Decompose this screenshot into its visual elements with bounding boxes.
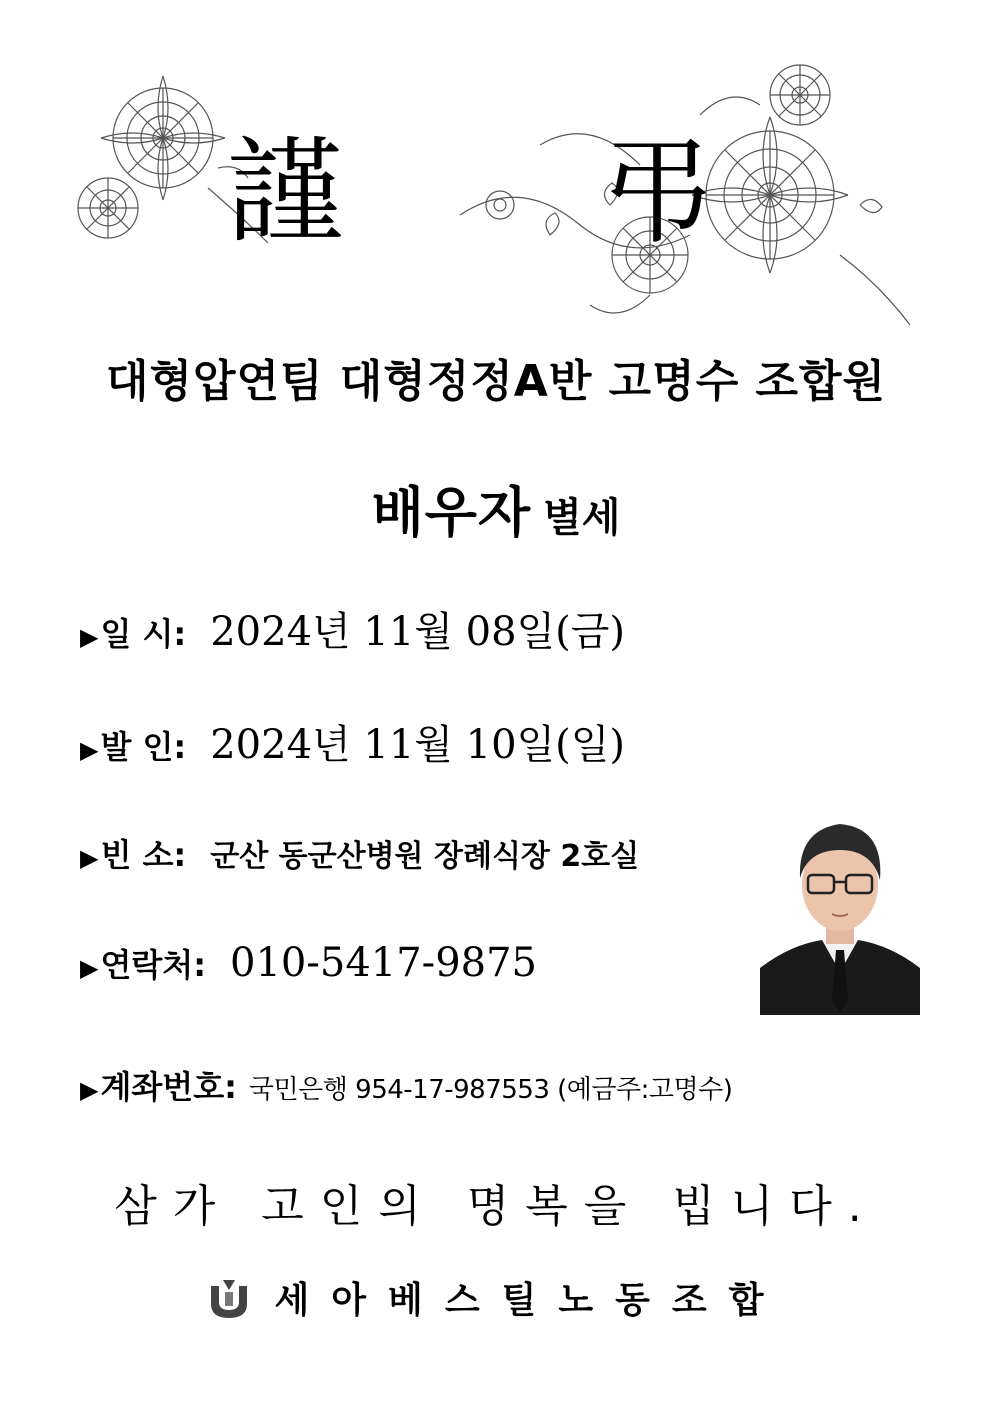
member-name-line: 대형압연팀 대형정정A반 고명수 조합원 (105, 356, 887, 407)
member-portrait-photo (760, 800, 920, 1015)
detail-value: 010-5417-9875 (230, 940, 537, 986)
detail-value: 2024년 11월 08일(금) (210, 609, 626, 655)
event-label: 별세 (543, 495, 621, 541)
union-signature (0, 1272, 992, 1323)
detail-date (80, 600, 625, 657)
detail-label: ▶발 인: (80, 728, 187, 766)
detail-funeral-hall (80, 830, 639, 876)
detail-contact (80, 940, 537, 986)
bullet-triangle-icon: ▶ (80, 623, 99, 651)
detail-label: ▶빈 소: (80, 836, 187, 874)
detail-value: 국민은행 954-17-987553 (예금주:고명수) (248, 1075, 733, 1105)
detail-label: ▶일 시: (80, 615, 187, 653)
title-condolence: 謹 弔 (226, 125, 826, 260)
detail-label: ▶연락처: (80, 946, 207, 984)
relation-label: 배우자 (371, 481, 532, 544)
closing-message: 삼가 고인의 명복을 빕니다. (114, 1181, 878, 1232)
bullet-triangle-icon: ▶ (80, 954, 99, 982)
union-name: 세아베스틸노동조합 (274, 1280, 786, 1321)
bullet-triangle-icon: ▶ (80, 1076, 99, 1104)
detail-value: 군산 동군산병원 장례식장 2호실 (210, 839, 640, 874)
detail-funeral-procession (80, 713, 625, 770)
detail-bank-account (80, 1062, 732, 1108)
bullet-triangle-icon: ▶ (80, 736, 99, 764)
detail-label: ▶계좌번호: (80, 1068, 237, 1106)
detail-value: 2024년 11월 10일(일) (210, 722, 626, 768)
union-logo-icon (207, 1276, 251, 1320)
bullet-triangle-icon: ▶ (80, 844, 99, 872)
headline (0, 470, 992, 547)
